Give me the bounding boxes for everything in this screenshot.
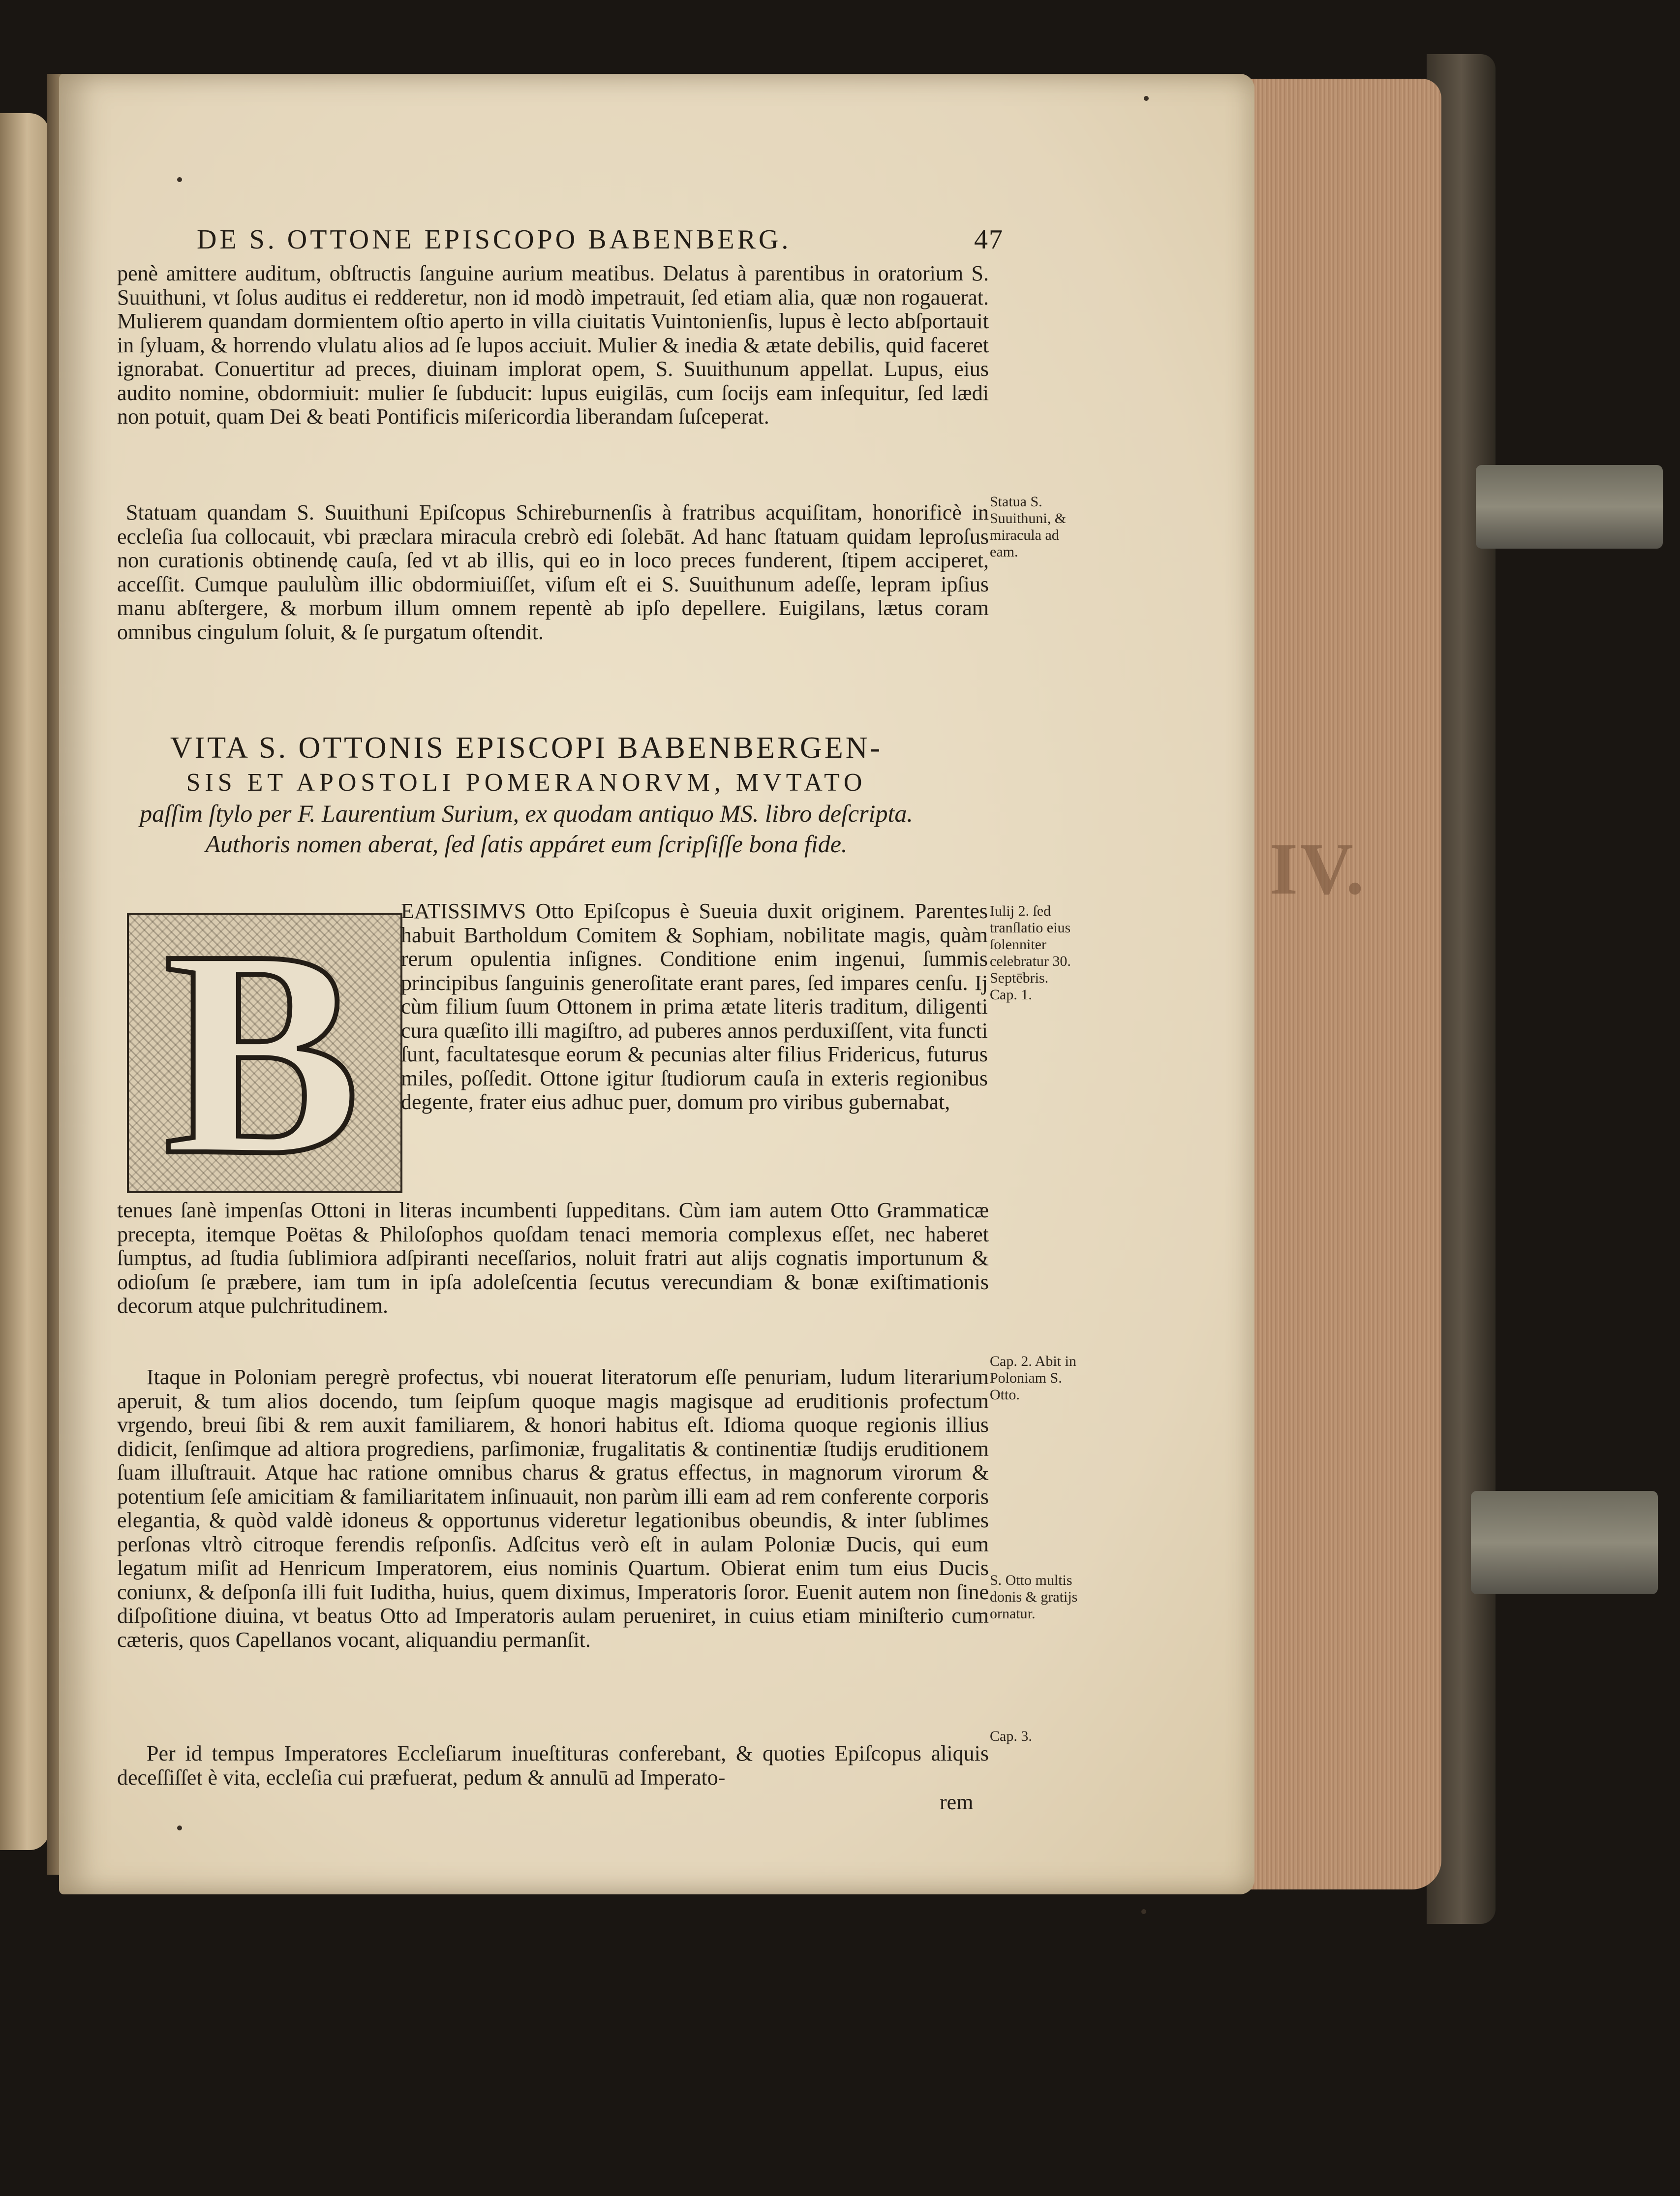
paragraph-wolf-miracle: penè amittere auditum, obſtructis ſanguine aurium meatibus. Delatus à parentibus in oratorium S. Suuithuni, vt ſolus auditus ei redderetur, non id modò impetrauit, ſed etiam alia, quæ non rogauerat. Mulierem quandam dormientem oſtio aperto in villa ciuitatis Vuintonienſis, lupus è lecto abſportauit in ſyluam, & horrendo vlulatu alios ad ſe lupos acciuit. Mulier & inedia & ætate debilis, quid faceret ignorabat. Conuertitur ad preces, diuinam implorat opem, S. Suuithunum appellat. Lupus, eius audito nomine, obdormiuit: mulier ſe ſubducit: lupus euigilās, cum ſocijs eam inſequitur, ſed lædi non potuit, quam Dei & beati Pontificis miſericordia liberandam ſuſceperat. [117,261,989,429]
paragraph-vita-continued: tenues ſanè impenſas Ottoni in literas incumbenti ſuppeditans. Cùm iam autem Otto Grammaticæ precepta, itemque Poëtas & Philoſophos quoſdam tenaci memoria complexus eſſet, nec haberet ſumptus, ad ſtudia ſublimiora adſpiranti neceſſarios, noluit fratri aut alijs cognatis importunum & odioſum ſe præbere, iam tum in ipſa adoleſcentia ſecutus verecundiam & bonæ exiſtimationis decorum atque pulchritudinem. [117,1198,989,1318]
page-speck [177,1825,182,1830]
paragraph-statue: Statuam quandam S. Suuithuni Epiſcopus Schireburnenſis à fratribus acquiſitam, honorificè in eccleſia ſua collocauit, vbi præclara miracula crebrò edi ſolebāt. Ad hanc ſtatuam quidam leproſus non curationis obtinendę cauſa, ſed vt ab illis, qui eo in loco preces funderent, ſtipem acciperet, acceſſit. Cumque paululùm illic obdormiuiſſet, viſum eſt ei S. Suuithunum adeſſe, lepram ipſius manu abſtergere, & morbum illum omnem repentè ab ipſo depellere. Euigilans, lætus coram omnibus cingulum ſoluit, & ſe purgatum oſtendit. [117,500,989,644]
section-title-line1: VITA S. OTTONIS EPISCOPI BABENBERGEN- [170,731,883,765]
left-page-edge [0,113,49,1850]
running-head-title: DE S. OTTONE EPISCOPO BABENBERG. [197,224,792,255]
margin-note-cap2: Cap. 2. Abit in Poloniam S. Otto. [990,1353,1076,1403]
catchword: rem [940,1790,974,1814]
clasp-upper [1476,465,1663,549]
fore-edge-mark: IV. [1269,828,1366,910]
page-number: 47 [974,224,1004,255]
margin-note-statue: Statua S. Suuithuni, & miracula ad eam. [990,494,1067,560]
margin-note-date: Iulij 2. ſed tranſlatio eius ſolenniter celebratur 30. Septēbris. Cap. 1. [990,903,1071,1003]
paragraph-poland: Itaque in Poloniam peregrè profectus, vbi nouerat literatorum eſſe penuriam, ludum literarium aperuit, & tum alios docendo, tum ſeipſum quoque magis magisque ad eruditionis profectum vrgendo, breui ſibi & rem auxit familiarem, & honori habitus eſt. Idioma quoque regionis illius didicit, ſenſimque ad altiora progrediens, parſimoniæ, frugalitatis & continentiæ ſtudijs eruditionem ſuam illuſtrauit. Atque hac ratione omnibus charus & gratus effectus, in magnorum virorum & potentium ſeſe amicitiam & familiaritatem inſinuauit, non parùm illi eam ad rem conferente corporis elegantia, & quòd valdè idoneus & opportunus videretur legationibus obeundis, & inter ſublimes perſonas vltrò citroque ferendis reſponſis. Adſcitus verò eſt in aulam Poloniæ Ducis, qui eum legatum miſit ad Henricum Imperatorem, eius nominis Quartum. Obierat enim tum eius Ducis coniunx, & deſponſa illi fuit Iuditha, huius, quem diximus, Imperatoris ſoror. Euenit autem non ſine diſpoſitione diuina, vt beatus Otto ad Imperatoris aulam perueniret, in cuius etiam miniſterio cum cæteris, quos Capellanos vocant, aliquandiu permanſit. [117,1365,989,1652]
paragraph-investitures: Per id tempus Imperatores Eccleſiarum inueſtituras conferebant, & quoties Epiſcopus aliquis deceſſiſſet è vita, eccleſia cui præfuerat, pedum & annulū ad Imperato- [117,1741,989,1790]
initial-letter: B [163,889,361,1216]
section-title [123,728,930,859]
running-head [197,224,1004,255]
section-title-line2: SIS ET APOSTOLI POMERANORVM, MVTATO [186,769,867,797]
clasp-lower [1471,1491,1658,1594]
paragraph-vita-opening: EATISSIMVS Otto Epiſcopus è Sueuia duxit originem. Parentes habuit Bartholdum Comitem & Sophiam, nobilitate magis, quàm rerum opulentia inſignes. Conditione enim ingenui, ſummis principibus ſanguinis generoſitate erant pares, ſed impares cenſu. Ij cùm filium ſuum Ottonem in prima ætate literis traditum, diligenti cura quæſito illi magiſtro, ad puberes annos perduxiſſent, vita functi ſunt, facultatesque eorum & pecunias alter filius Fridericus, futurus miles, poſſedit. Ottone igitur ſtudiorum cauſa in exteris regionibus degente, frater eius adhuc puer, domum pro viribus gubernabat, [401,899,988,1114]
page-speck [177,177,182,182]
decorated-initial [127,889,402,1216]
margin-note-cap3: Cap. 3. [990,1728,1032,1744]
margin-note-gifts: S. Otto multis donis & gratijs ornatur. [990,1572,1078,1622]
page-speck [1144,96,1149,101]
section-title-subtitle: paſſim ſtylo per F. Laurentium Surium, ex quodam antiquo MS. libro deſcripta. Authoris nomen aberat, ſed ſatis appáret eum ſcripſiſſe bona fide. [140,800,913,858]
page-speck [1141,1909,1146,1914]
